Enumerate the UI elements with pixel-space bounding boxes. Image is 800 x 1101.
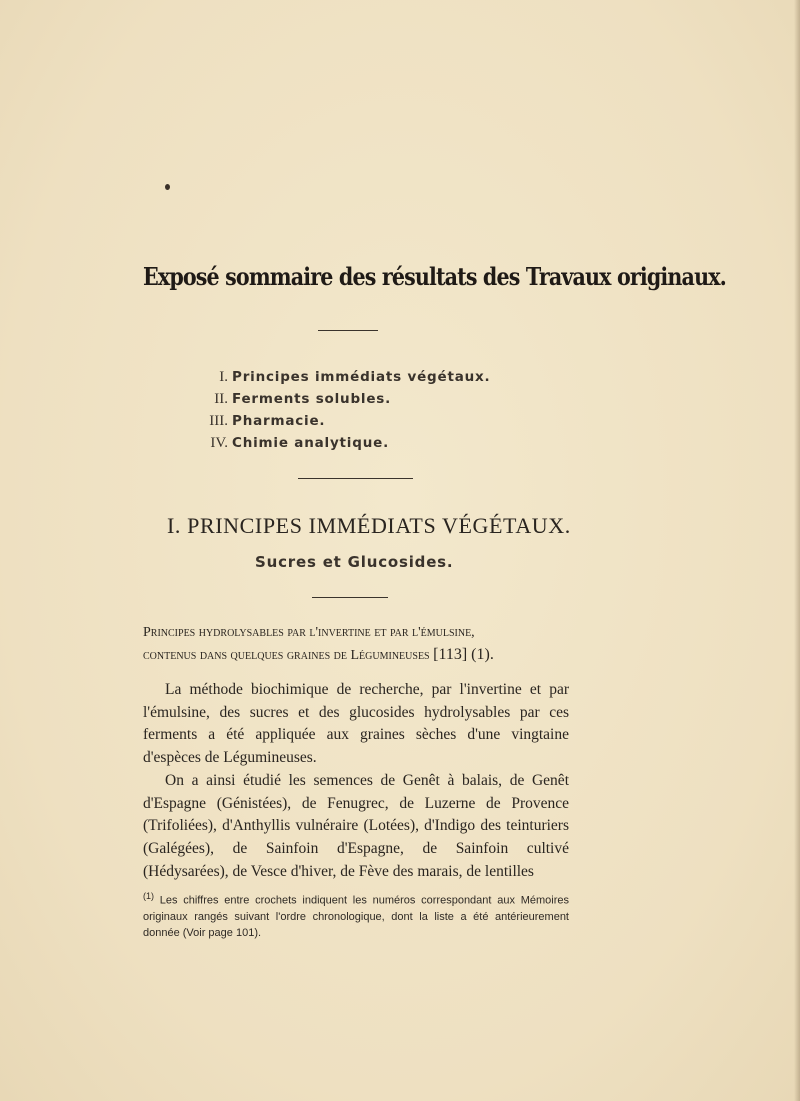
toc-item-label: Ferments solubles. [232, 391, 392, 407]
article-title-line: Principes hydrolysables par l'invertine et par l'émulsine, [143, 625, 475, 640]
article-title-text: contenus dans quelques graines de Légumineuses [143, 648, 430, 663]
paragraph: La méthode biochimique de recherche, par l'invertine et par l'émulsine, des sucres et des glucosides hydrolysables par ces ferments a été appliquée aux graines sèches d'une vingtaine d'espèces de Légumineuses. [143, 681, 569, 767]
toc-item-number: IV. [210, 435, 228, 451]
article-body [143, 679, 569, 883]
page-spine-shadow [794, 0, 800, 1101]
section-rule [312, 597, 388, 598]
toc-item [200, 391, 520, 413]
toc-item [200, 369, 520, 391]
toc-item [200, 435, 520, 457]
toc-item-label: Pharmacie. [232, 413, 326, 429]
title-rule [318, 330, 378, 331]
toc-rule [298, 478, 413, 479]
article-title [143, 622, 573, 667]
main-title: Exposé sommaire des résultats des Travaux originaux. [143, 262, 726, 291]
footnote [143, 888, 569, 941]
section-subheading: Sucres et Glucosides. [255, 553, 454, 571]
table-of-contents [200, 369, 520, 457]
toc-item-label: Chimie analytique. [232, 435, 389, 451]
paragraph: On a ainsi étudié les semences de Genêt à balais, de Genêt d'Espagne (Génistées), de Fenugrec, de Luzerne de Provence (Trifoliées), d'Anthyllis vulnéraire (Lotées), d'Indigo des teinturiers (Galégées), de Sainfoin d'Espagne, de Sainfoin cultivé (Hédysarées), de Vesce d'hiver, de Fève des marais, de lentilles [143, 771, 569, 880]
section-heading: I. PRINCIPES IMMÉDIATS VÉGÉTAUX. [167, 513, 571, 538]
article-reference: [113] (1). [433, 646, 494, 663]
toc-item-number: II. [214, 391, 228, 407]
ink-speck [165, 184, 170, 190]
toc-item-number: III. [209, 413, 228, 429]
toc-item [200, 413, 520, 435]
footnote-text: Les chiffres entre crochets indiquent les numéros correspondant aux Mémoires originaux rangés suivant l'ordre chronologique, dont la liste a été antérieurement donnée (Voir page 101). [143, 894, 569, 939]
footnote-mark: (1) [143, 891, 154, 901]
toc-item-label: Principes immédiats végétaux. [232, 369, 491, 385]
toc-item-number: I. [219, 369, 228, 385]
article-title-line [143, 644, 573, 667]
